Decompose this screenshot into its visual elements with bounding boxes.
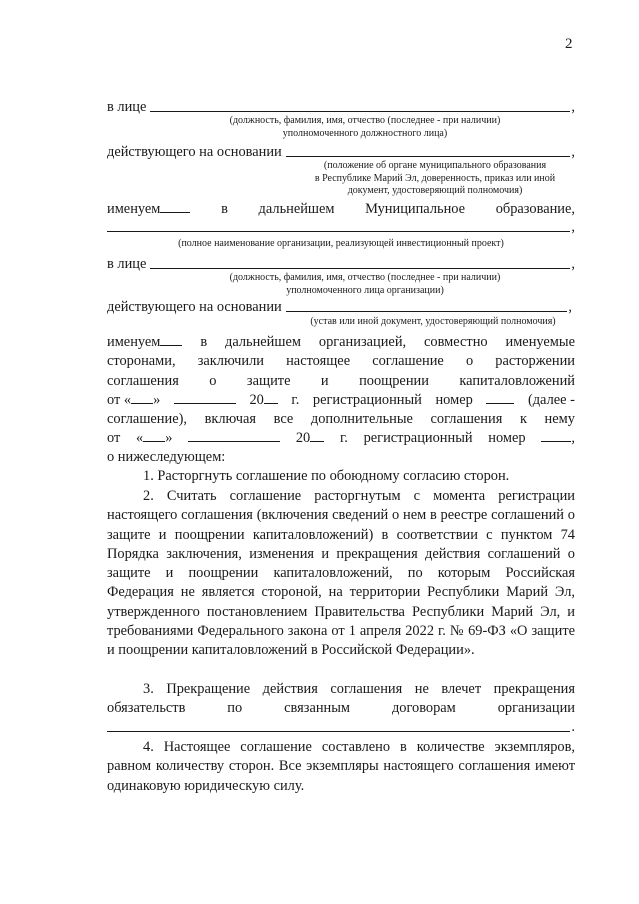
registration-number-blank-2[interactable] <box>541 429 571 442</box>
page-number: 2 <box>565 36 573 52</box>
body-line-3: соглашения о защите и поощрении капиталовложений <box>107 373 575 389</box>
named-line-1: именуем в дальнейшем Муниципальное образование, <box>107 201 575 217</box>
date-day-blank-1[interactable] <box>131 391 153 404</box>
basis-label-1: действующего на основании <box>107 144 282 160</box>
basis-note-2: (устав или иной документ, удостоверяющий полномочия) <box>310 316 556 327</box>
date-year-blank-2[interactable] <box>310 429 324 442</box>
representative-line-1: в лице , <box>107 99 575 115</box>
basis-blank-2[interactable] <box>286 299 568 312</box>
clause-3: 3. Прекращение действия соглашения не влечет прекращения обязательств по связанным договорам организации <box>107 681 575 717</box>
clause-2: 2. Считать соглашение расторгнутым с момента регистрации настоящего соглашения (включения сведений о нем в реестре соглашений о защите и поощрении капиталовложений) в соответствии с пунктом 74 Порядка заключения, изменения и прекращения действия соглашений о защите и поощрении капиталовложений, по которым Российская Федерация не является стороной, на территории Республики Марий Эл, утвержденного постановлением Правительства Республики Марий Эл, и требованиями Федерального закона от 1 апреля 2022 г. № 69-ФЗ «О защите и поощрении капиталовложений в Российской Федерации». <box>107 488 575 659</box>
clause-1: 1. Расторгнуть соглашение по обоюдному согласию сторон. <box>143 468 510 484</box>
representative-blank-2[interactable] <box>150 256 570 269</box>
representative-note-2: (должность, фамилия, имя, отчество (последнее - при наличии) уполномоченного лица организации) <box>229 272 501 296</box>
clause-3-blank[interactable] <box>107 719 570 732</box>
named-blank-1[interactable] <box>160 200 190 213</box>
organization-name-line: , <box>107 218 575 236</box>
representative-blank-1[interactable] <box>150 99 570 112</box>
named-blank-2[interactable] <box>160 333 182 346</box>
body-line-5: соглашение), включая все дополнительные соглашения к нему <box>107 411 575 427</box>
body-line-4: от « » 20 г. регистрационный номер (далее - <box>107 392 575 408</box>
body-line-2: сторонами, заключили настоящее соглашение о расторжении <box>107 353 575 369</box>
representative-label-2: в лице <box>107 256 147 272</box>
basis-note-1: (положение об органе муниципального образования в Республике Марий Эл, доверенность, приказ или иной документ, удостоверяющий полномочия) <box>314 160 556 196</box>
body-line-1: именуем в дальнейшем организацией, совместно именуемые <box>107 334 575 350</box>
body-line-7: о нижеследующем: <box>107 449 226 465</box>
organization-name-blank[interactable] <box>107 219 570 232</box>
basis-line-2: действующего на основании , <box>107 299 572 315</box>
date-month-blank-1[interactable] <box>174 391 236 404</box>
basis-blank-1[interactable] <box>286 144 571 157</box>
basis-label-2: действующего на основании <box>107 299 282 315</box>
representative-label-1: в лице <box>107 99 147 115</box>
organization-name-note: (полное наименование организации, реализующей инвестиционный проект) <box>178 238 504 249</box>
clause-3-blank-line: . <box>107 718 575 736</box>
basis-line-1: действующего на основании , <box>107 144 575 160</box>
clause-4: 4. Настоящее соглашение составлено в количестве экземпляров, равном количеству сторон. Все экземпляры настоящего соглашения имеют одинаковую юридическую силу. <box>107 739 575 794</box>
registration-number-blank-1[interactable] <box>486 391 514 404</box>
date-month-blank-2[interactable] <box>188 429 280 442</box>
date-day-blank-2[interactable] <box>143 429 165 442</box>
representative-note-1: (должность, фамилия, имя, отчество (последнее - при наличии) уполномоченного должностного лица) <box>229 115 501 139</box>
date-year-blank-1[interactable] <box>264 391 278 404</box>
representative-line-2: в лице , <box>107 256 575 272</box>
body-line-6: от « » 20 г. регистрационный номер , <box>107 430 575 446</box>
